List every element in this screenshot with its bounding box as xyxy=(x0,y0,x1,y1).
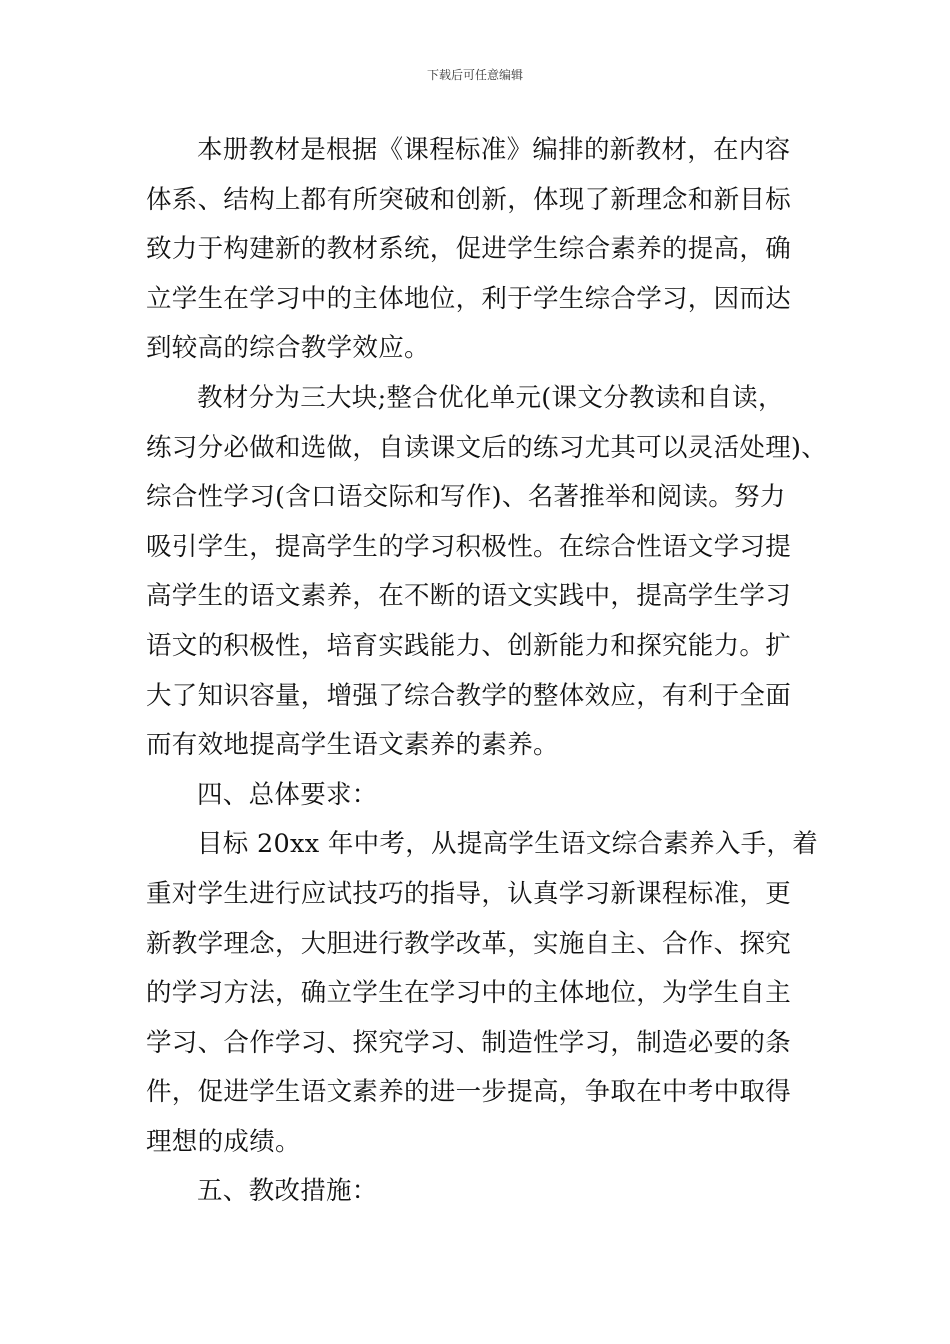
text-line: 理想的成绩。 xyxy=(146,1126,301,1157)
heading-text: 五、教改措施： xyxy=(197,1176,378,1207)
text-line: 目标 20xx 年中考，从提高学生语文综合素养入手，着 xyxy=(197,829,819,860)
paragraph-requirements xyxy=(146,820,819,1167)
text-line: 到较高的综合教学效应。 xyxy=(146,333,430,364)
text-line: 立学生在学习中的主体地位，利于学生综合学习，因而达 xyxy=(146,283,792,314)
paragraph-materials xyxy=(146,374,828,771)
text-line: 大了知识容量，增强了综合教学的整体效应，有利于全面 xyxy=(146,680,792,711)
text-line: 的学习方法，确立学生在学习中的主体地位，为学生自主 xyxy=(146,978,792,1009)
header-note: 下载后可任意编辑 xyxy=(426,68,523,82)
text-line: 重对学生进行应试技巧的指导，认真学习新课程标准，更 xyxy=(146,878,792,909)
text-line: 练习分必做和选做，自读课文后的练习尤其可以灵活处理)、 xyxy=(146,432,828,463)
text-line: 综合性学习(含口语交际和写作)、名著推举和阅读。努力 xyxy=(146,482,786,513)
text-line: 新教学理念，大胆进行教学改革，实施自主、合作、探究 xyxy=(146,928,792,959)
text-line: 高学生的语文素养，在不断的语文实践中，提高学生学习 xyxy=(146,581,792,612)
text-line: 件，促进学生语文素养的进一步提高，争取在中考中取得 xyxy=(146,1077,792,1108)
text-line: 教材分为三大块;整合优化单元(课文分教读和自读， xyxy=(197,382,784,413)
text-line: 本册教材是根据《课程标准》编排的新教材，在内容 xyxy=(197,135,791,165)
heading-text: 四、总体要求： xyxy=(197,779,378,810)
paragraph-intro xyxy=(146,126,814,374)
text-line: 语文的积极性，培育实践能力、创新能力和探究能力。扩 xyxy=(146,630,792,661)
text-line: 而有效地提高学生语文素养的素养。 xyxy=(146,730,559,761)
text-line: 致力于构建新的教材系统，促进学生综合素养的提高，确 xyxy=(146,234,792,265)
text-line: 学习、合作学习、探究学习、制造性学习，制造必要的条 xyxy=(146,1027,792,1058)
section-heading xyxy=(146,771,814,821)
section-heading xyxy=(146,1167,814,1217)
document-body xyxy=(146,126,828,1217)
text-line: 吸引学生，提高学生的学习积极性。在综合性语文学习提 xyxy=(146,531,792,562)
text-line: 体系、结构上都有所突破和创新，体现了新理念和新目标 xyxy=(146,184,792,215)
